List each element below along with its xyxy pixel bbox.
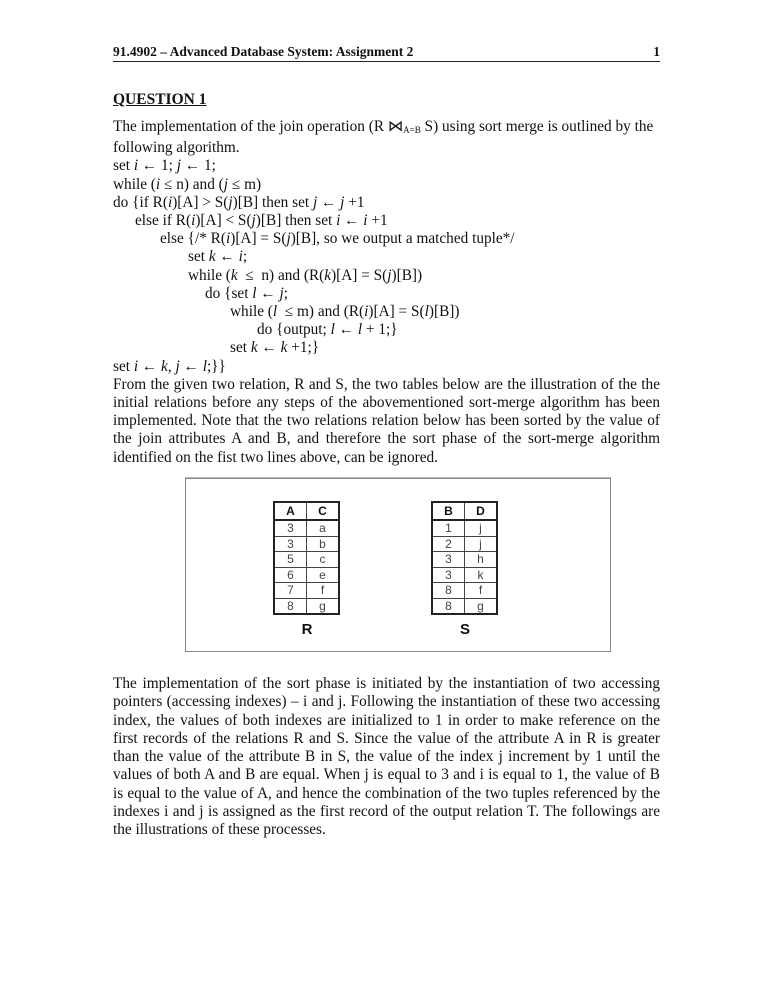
variable: i [225,230,231,248]
algorithm-text: )[B]) [428,303,460,321]
table-cell: 3 [432,567,465,583]
algorithm-line [113,157,660,175]
algorithm-text: set [113,357,134,375]
algorithm-text: )[A] > S( [172,193,229,211]
algorithm-text: do {if R( [113,193,168,211]
table-cell: h [465,552,498,568]
algorithm-text: ← 1; [181,157,216,175]
algorithm-text: while ( [188,266,231,284]
algorithm-line [113,358,660,376]
algorithm-text: ← [317,193,341,211]
variable: j [312,193,318,211]
table-row [274,567,339,583]
algorithm [113,157,660,375]
page-number: 1 [653,44,660,59]
algorithm-text: do {set [205,284,253,302]
table-cell: 3 [432,552,465,568]
table-cell: j [465,520,498,536]
algorithm-line [113,230,660,248]
variable: j [176,157,181,175]
table-cell: e [307,567,340,583]
column-header: D [465,502,498,520]
join-condition: A=B [403,125,421,135]
algorithm-line [113,194,660,212]
table-cell: 8 [432,598,465,614]
relations-figure [185,478,611,652]
algorithm-text: set [113,157,134,175]
variable: j [251,212,256,230]
variable: j [279,284,284,302]
variable: i [133,157,139,175]
algorithm-text: ← [334,321,358,339]
page-header [113,44,660,62]
variable: k [280,339,288,357]
table-cell: 2 [432,536,465,552]
variable: j [175,357,180,375]
algorithm-text: ≤ n) and (R( [237,266,325,284]
column-header: B [432,502,465,520]
algorithm-text: +1;} [287,339,320,357]
algorithm-text: ; [242,248,248,266]
variable: l [252,284,257,302]
paragraph-relations: From the given two relation, R and S, the two tables below are the illustration of the the initial relations before any steps of the abovementioned sort-merge algorithm has been implemented. Note that the two relations relation below has been sorted by the value of the join attributes A and B, and therefore the sort phase of the sort-merge algorithm identified on the fist two lines above, can be ignored. [113,375,660,466]
variable: j [223,175,229,193]
variable: i [364,303,369,321]
algorithm-text: +1 [344,193,365,211]
variable: i [238,248,243,266]
table-row [432,552,497,568]
question-body [113,118,660,467]
intro-text: The implementation of the join operation (R [113,118,388,135]
algorithm-text: ← [256,284,280,302]
table-cell: g [465,598,498,614]
table-cell: k [465,567,498,583]
table-cell: 3 [274,536,307,552]
table-cell: f [307,583,340,599]
variable: j [387,266,392,284]
variable: i [363,212,368,230]
table-row [432,567,497,583]
join-symbol: ⋈ [387,118,404,135]
algorithm-text: )[B] then set [255,212,337,230]
table-cell: 7 [274,583,307,599]
algorithm-text: else {/* R( [160,230,226,248]
question-title: QUESTION 1 [113,91,207,108]
paragraph-sort-phase: The implementation of the sort phase is initiated by the instantiation of two accessing pointers (accessing indexes) – i and j. Following the instantiation of these two accessing index, the values of both indexes are initialized to 1 in order to make reference on the first records of the relations R and S. Since the value of the attribute A in R is greater than the value of the attribute B in S, the value of the index j increment by 1 until the values of both A and B are equal. When j is equal to 3 and i is equal to 1, the value of B is equal to the value of A, and hence the combination of the two tuples referenced by the indexes i and j is assigned as the first record of the output relation T. The followings are the illustrations of these processes. [113,675,660,839]
table-cell: j [465,536,498,552]
table-row [274,536,339,552]
relation-table [273,501,340,615]
algorithm-text: ≤ n) and ( [160,175,224,193]
variable: i [167,193,173,211]
table-cell: c [307,552,340,568]
table-cell: 5 [274,552,307,568]
table-cell: 1 [432,520,465,536]
table-row [274,583,339,599]
algorithm-text: )[A] < S( [195,212,252,230]
intro-line-2: following algorithm. [113,139,240,157]
column-header: C [307,502,340,520]
variable: l [202,357,207,375]
algorithm-line [113,303,660,321]
algorithm-text: ← 1; [138,157,177,175]
algorithm-text: , [167,357,176,375]
variable: l [272,303,278,321]
table-row [432,536,497,552]
table-cell: a [307,520,340,536]
algorithm-text: )[A] = S( [230,230,287,248]
algorithm-text: do {output; [257,321,331,339]
table-row [432,583,497,599]
variable: l [424,303,429,321]
algorithm-text: )[A] = S( [331,266,388,284]
variable: l [357,321,363,339]
algorithm-text: ≤ m) [228,175,262,193]
variable: j [228,193,233,211]
variable: k [208,248,216,266]
algorithm-text: + 1;} [362,321,398,339]
intro-text-after: S) using sort merge is outlined by the [420,118,654,135]
algorithm-text: ← [215,248,239,266]
algorithm-text: set [188,248,209,266]
variable: k [250,339,258,357]
relation-name: R [301,621,313,638]
algorithm-text: ← [179,357,203,375]
variable: i [133,357,139,375]
intro-line [113,118,660,139]
table-cell: b [307,536,340,552]
algorithm-line [113,212,660,230]
variable: j [340,193,345,211]
algorithm-text: ;}} [206,357,226,375]
algorithm-text: ← [257,339,281,357]
document-title: 91.4902 – Advanced Database System: Assignment 2 [113,44,414,59]
algorithm-line [113,285,660,303]
variable: l [330,321,335,339]
algorithm-line [113,248,660,266]
algorithm-text: )[B]) [391,266,423,284]
variable: i [155,175,161,193]
algorithm-line [113,339,660,357]
variable: k [161,357,168,375]
variable: j [286,230,291,248]
variable: k [230,266,238,284]
table-row [274,520,339,536]
algorithm-text: )[A] = S( [368,303,425,321]
algorithm-text: set [230,339,251,357]
algorithm-text: while ( [113,175,156,193]
algorithm-text: else if R( [135,212,192,230]
relation-table [431,501,498,615]
algorithm-text: ≤ m) and (R( [277,303,365,321]
table-row [432,598,497,614]
algorithm-text: ← [138,357,162,375]
table-row [274,552,339,568]
table-row [274,598,339,614]
column-header: A [274,502,307,520]
algorithm-text: while ( [230,303,273,321]
algorithm-text: ; [283,284,288,302]
algorithm-line [113,267,660,285]
table-cell: f [465,583,498,599]
relation-name: S [459,621,470,638]
table-cell: 8 [432,583,465,599]
variable: i [336,212,341,230]
table-cell: g [307,598,340,614]
table-cell: 8 [274,598,307,614]
algorithm-text: )[B] then set [232,193,313,211]
algorithm-line [113,321,660,339]
variable: i [191,212,196,230]
variable: k [324,266,332,284]
algorithm-text: +1 [367,212,388,230]
table-cell: 3 [274,520,307,536]
table-row [432,520,497,536]
algorithm-text: )[B], so we output a matched tuple*/ [290,230,515,248]
table-cell: 6 [274,567,307,583]
algorithm-text: ← [340,212,364,230]
algorithm-line [113,176,660,194]
